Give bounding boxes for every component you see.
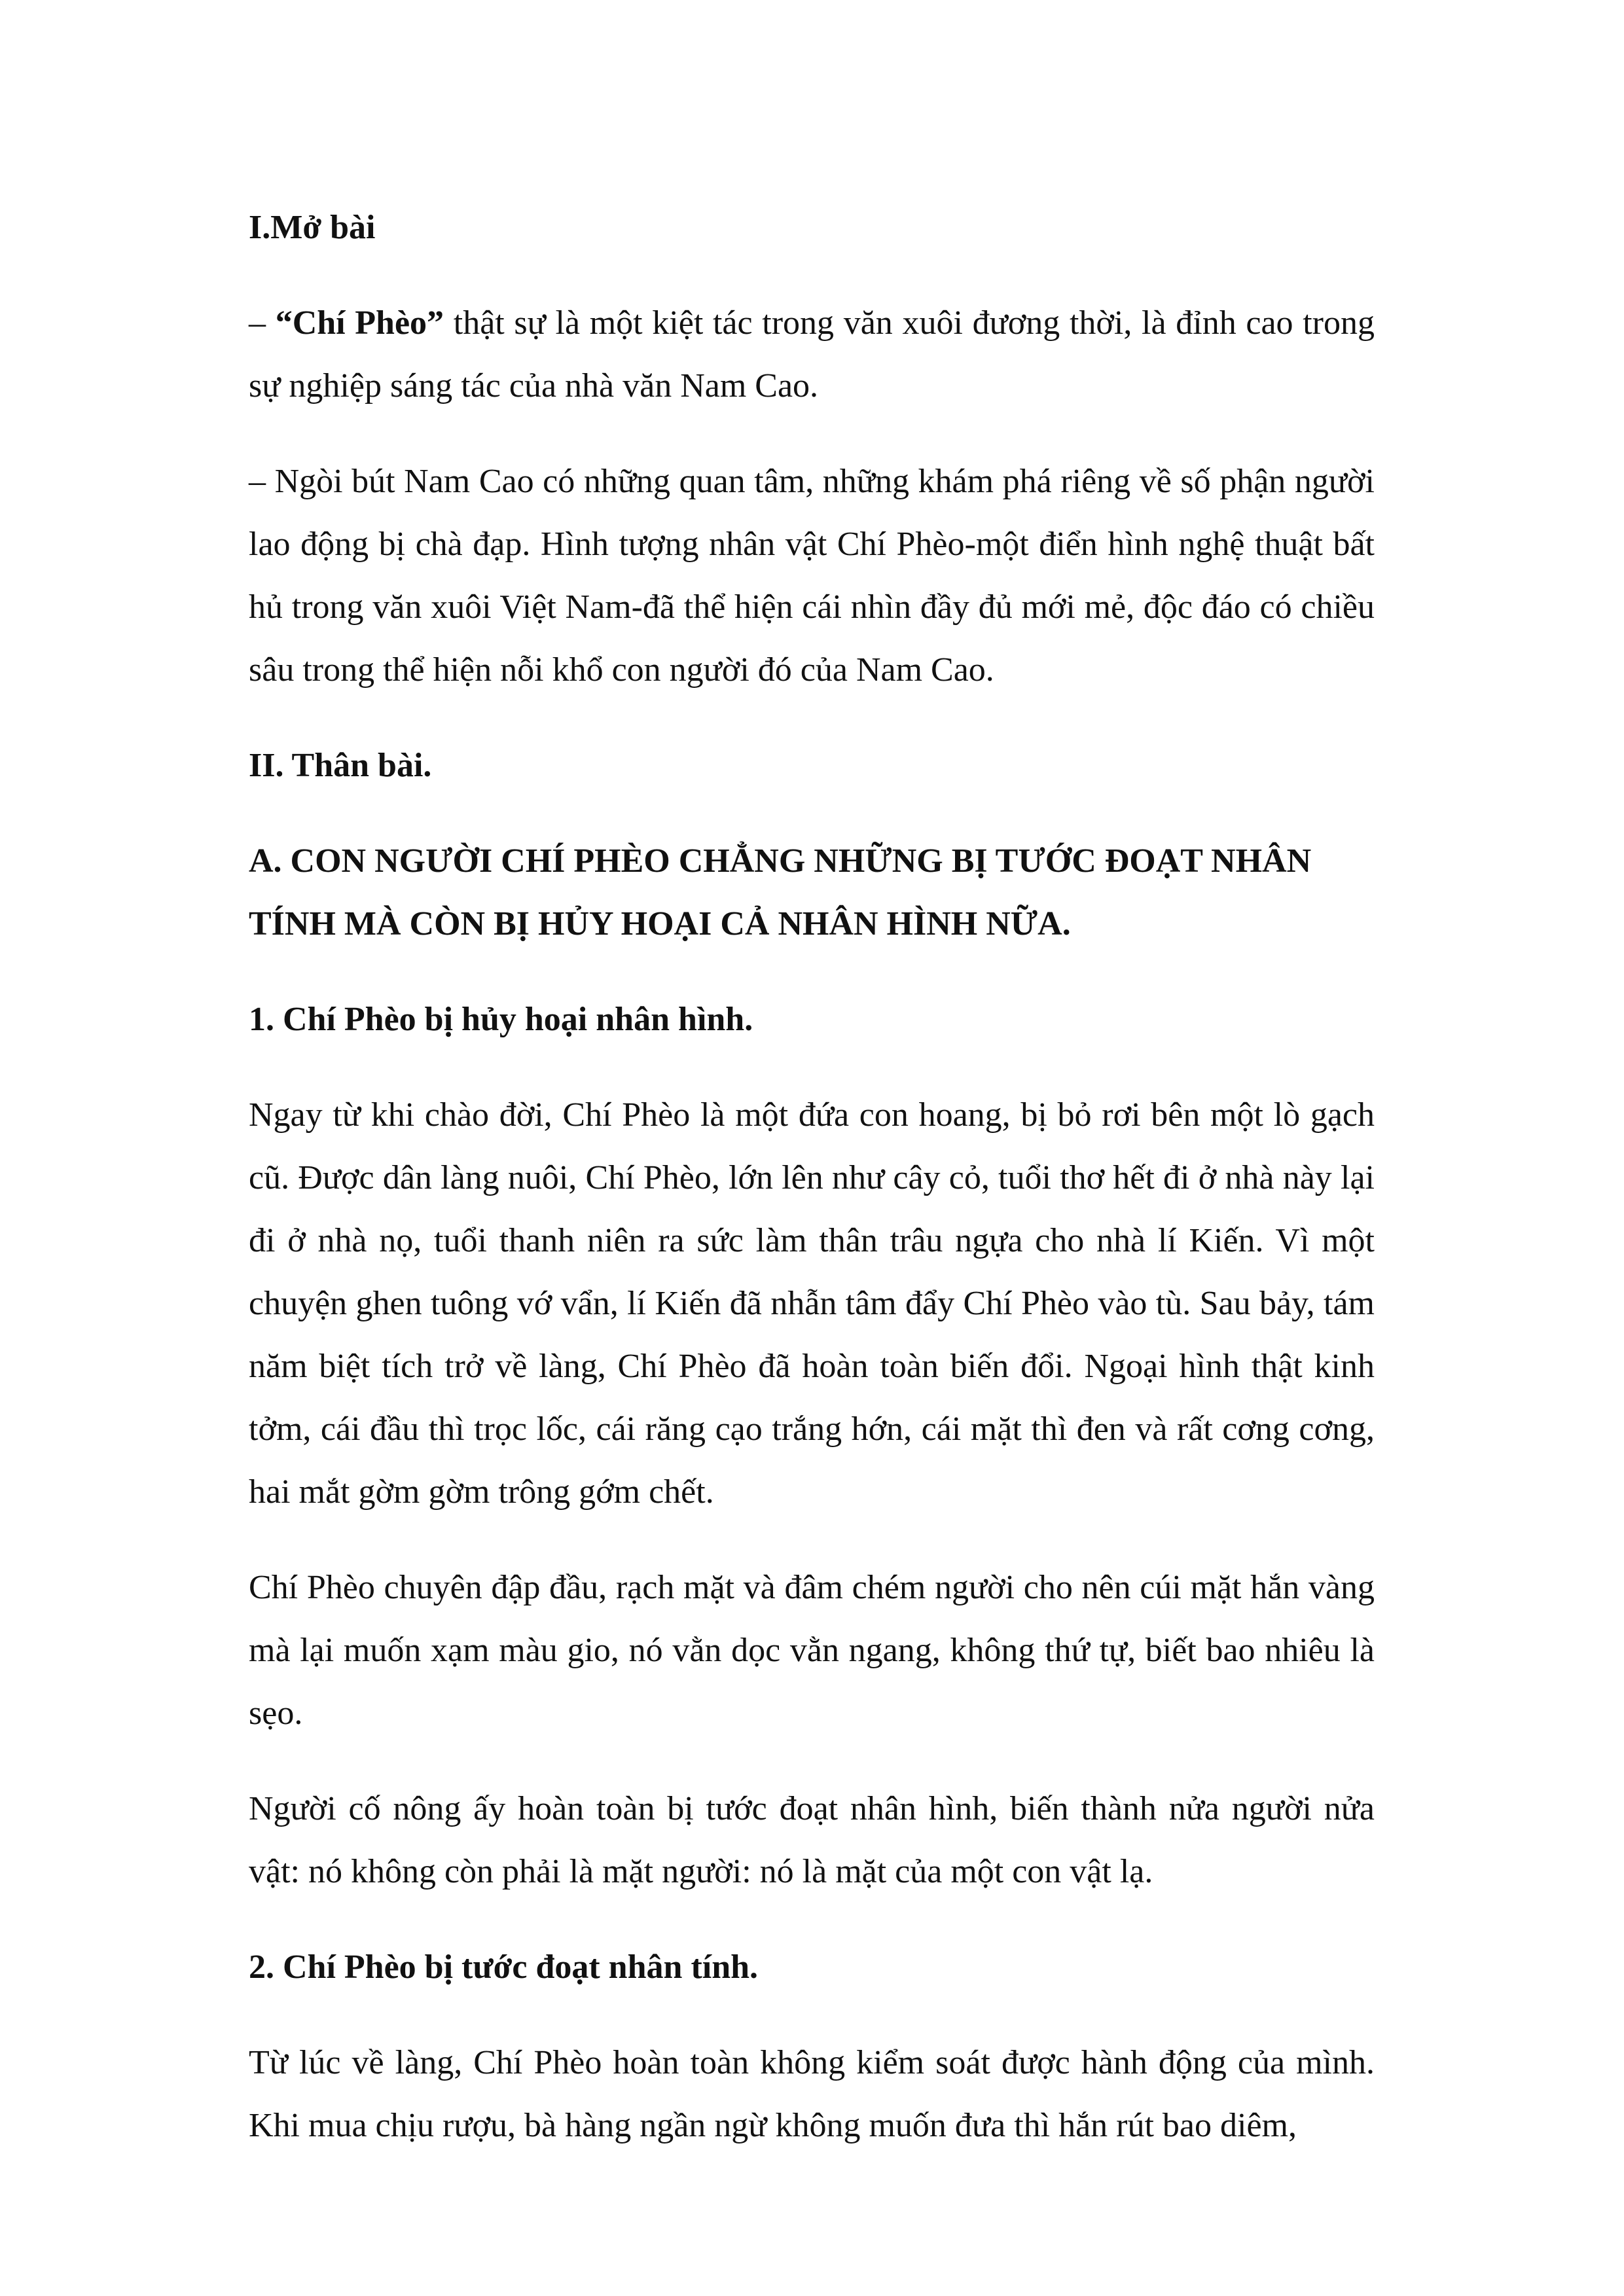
paragraph-body-1: Ngay từ khi chào đời, Chí Phèo là một đứa con hoang, bị bỏ rơi bên một lò gạch cũ. Được dân làng nuôi, Chí Phèo, lớn lên như cây cỏ, tuổi thơ hết đi ở nhà này lại đi ở nhà nọ, tuổi thanh niên ra sức làm thân trâu ngựa cho nhà lí Kiến. Vì một chuyện ghen tuông vớ vẩn, lí Kiến đã nhẫn tâm đẩy Chí Phèo vào tù. Sau bảy, tám năm biệt tích trở về làng, Chí Phèo đã hoàn toàn biến đổi. Ngoại hình thật kinh tởm, cái đầu thì trọc lốc, cái răng cạo trắng hớn, cái mặt thì đen và rất cơng cơng, hai mắt gờm gờm trông gớm chết. — [249, 1096, 1375, 1511]
dash-text: – — [249, 304, 276, 342]
heading-sub-2: 2. Chí Phèo bị tước đoạt nhân tính. — [249, 1948, 759, 1986]
paragraph-body-3: Người cố nông ấy hoàn toàn bị tước đoạt nhân hình, biến thành nửa người nửa vật: nó không còn phải là mặt người: nó là mặt của một con vật lạ. — [249, 1790, 1375, 1890]
paragraph-intro-2: – Ngòi bút Nam Cao có những quan tâm, những khám phá riêng về số phận người lao động bị chà đạp. Hình tượng nhân vật Chí Phèo-một điển hình nghệ thuật bất hủ trong văn xuôi Việt Nam-đã thể hiện cái nhìn đầy đủ mới mẻ, độc đáo có chiều sâu trong thể hiện nỗi khổ con người đó của Nam Cao. — [249, 463, 1375, 689]
heading-sub-1: 1. Chí Phèo bị hủy hoại nhân hình. — [249, 1001, 753, 1038]
paragraph-intro-1-text: thật sự là một kiệt tác trong văn xuôi đương thời, là đỉnh cao trong sự nghiệp sáng tác của nhà văn Nam Cao. — [249, 304, 1375, 404]
heading-body: II. Thân bài. — [249, 747, 432, 784]
paragraph-intro-1 — [249, 292, 1375, 418]
heading-section-a: A. CON NGƯỜI CHÍ PHÈO CHẲNG NHỮNG BỊ TƯỚC ĐOẠT NHÂN TÍNH MÀ CÒN BỊ HỦY HOẠI CẢ NHÂN HÌNH NỮA. — [249, 842, 1312, 942]
paragraph-body-4: Từ lúc về làng, Chí Phèo hoàn toàn không kiểm soát được hành động của mình. Khi mua chịu rượu, bà hàng ngần ngừ không muốn đưa thì hắn rút bao diêm, — [249, 2044, 1375, 2144]
paragraph-body-2: Chí Phèo chuyên đập đầu, rạch mặt và đâm chém người cho nên cúi mặt hắn vàng mà lại muốn xạm màu gio, nó vằn dọc vằn ngang, không thứ tự, biết bao nhiêu là sẹo. — [249, 1569, 1375, 1732]
heading-intro: I.Mở bài — [249, 209, 376, 246]
work-title: “Chí Phèo” — [275, 304, 444, 342]
document-page — [249, 196, 1375, 2190]
